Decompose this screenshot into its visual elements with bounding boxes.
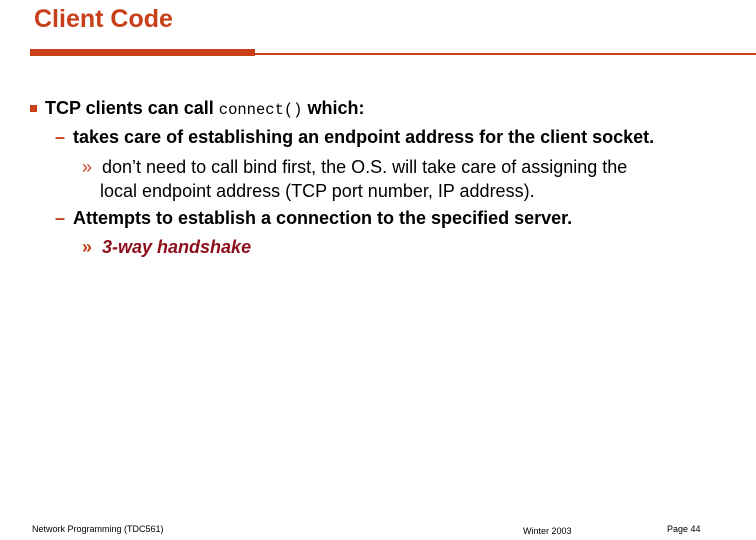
title-rule-thick: [30, 49, 255, 56]
raquo-bullet-icon: »: [82, 157, 93, 177]
bullet-level2-b: [55, 208, 572, 229]
handshake-text: 3-way handshake: [102, 237, 252, 257]
bullet-text-suffix: which:: [307, 98, 365, 118]
square-bullet-icon: [30, 105, 37, 112]
bullet-text: takes care of establishing an endpoint address for the client socket.: [73, 127, 655, 147]
bullet-text-prefix: TCP clients can call: [45, 98, 214, 118]
bullet-level3-a-line2: local endpoint address (TCP port number, IP address).: [100, 181, 535, 201]
dash-bullet-icon: –: [55, 127, 66, 147]
bullet-level3-a-line1: [82, 157, 627, 178]
footer-term: Winter 2003: [523, 526, 572, 536]
bullet-level3-b: [82, 237, 251, 258]
dash-bullet-icon: –: [55, 208, 66, 228]
raquo-bullet-icon: »: [82, 237, 93, 257]
slide-title: Client Code: [34, 5, 173, 33]
footer-page-number: Page 44: [667, 524, 701, 534]
bullet-text: Attempts to establish a connection to the specified server.: [73, 208, 573, 228]
bullet-level1: [30, 98, 365, 119]
bullet-level2-a: [55, 127, 654, 148]
bullet-text: don’t need to call bind first, the O.S. will take care of assigning the: [102, 157, 628, 177]
footer-course: Network Programming (TDC561): [32, 524, 164, 534]
code-connect: connect(): [218, 101, 303, 119]
